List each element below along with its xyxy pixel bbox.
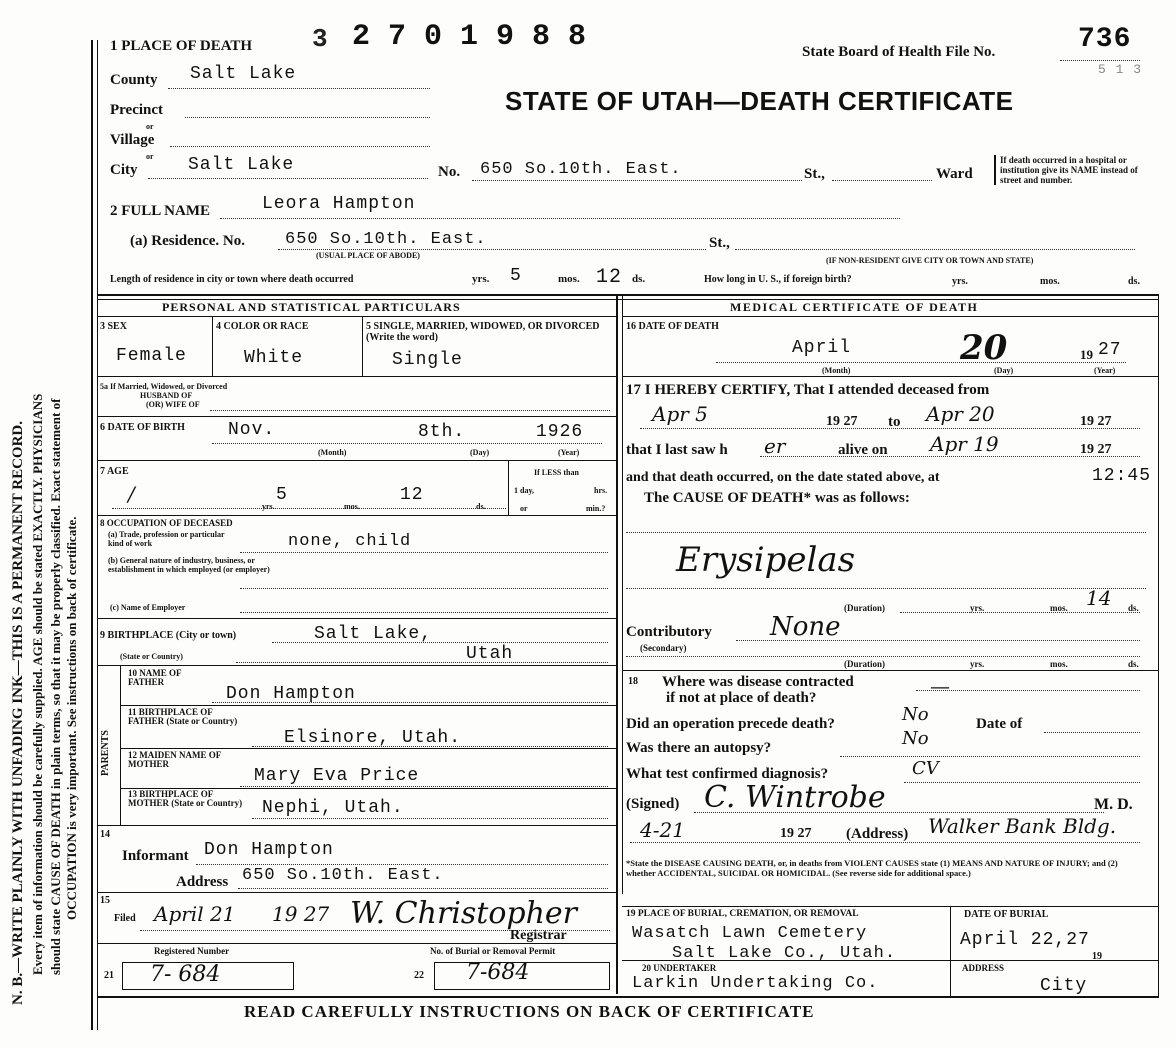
- last-saw-label: that I last saw h: [626, 442, 728, 458]
- test-label: What test confirmed diagnosis?: [626, 766, 829, 782]
- where-line: [916, 690, 1140, 691]
- place-burial-value: Wasatch Lawn Cemetery: [632, 924, 868, 943]
- alive-on-label: alive on: [838, 442, 888, 458]
- age-hrs-label: hrs.: [594, 486, 608, 495]
- medical-rule-1: [622, 376, 1159, 377]
- registrar-signature: W. Christopher: [350, 896, 578, 931]
- occupation-a: (a) Trade, profession or particular kind of work: [108, 530, 225, 548]
- address2-label: ADDRESS: [962, 963, 1005, 973]
- occurred-label: and that death occurred, on the date stated above, at: [626, 470, 940, 485]
- row-rule-9: [97, 943, 616, 944]
- dob-label: 6 DATE OF BIRTH: [100, 422, 185, 433]
- full-name-value: Leora Hampton: [262, 194, 416, 214]
- file-no-value: 736: [1078, 24, 1132, 55]
- dod-month: April: [792, 338, 852, 358]
- test-line: [904, 782, 1140, 783]
- precinct-line: [185, 117, 430, 118]
- date-burial-label: DATE OF BURIAL: [964, 909, 1049, 920]
- bottom-rule: [97, 996, 1159, 998]
- spouse-label-1: 5a If Married, Widowed, or Divorced: [100, 382, 228, 391]
- us-yrs: yrs.: [952, 276, 968, 287]
- alive-on-year: 19 27: [1080, 442, 1112, 457]
- burial-divider: [950, 906, 951, 996]
- row-rule-6: [97, 665, 616, 666]
- ward-label: Ward: [936, 166, 973, 182]
- dob-day: 8th.: [418, 422, 466, 442]
- spouse-label-3: (OR) WIFE OF: [146, 400, 200, 409]
- st-after-line: [832, 180, 932, 181]
- dod-day-cap: (Day): [994, 366, 1014, 375]
- village-line: [170, 146, 430, 147]
- residence-mos: 12: [596, 266, 623, 289]
- burial-mid-rule: [622, 960, 1159, 961]
- father-bp-value: Elsinore, Utah.: [284, 728, 462, 748]
- dob-month: Nov.: [228, 420, 276, 440]
- residence-line: [278, 249, 706, 250]
- us-mos: mos.: [1040, 276, 1060, 287]
- stamp-prefix: 3: [312, 24, 329, 54]
- personal-heading-rule: [97, 316, 616, 317]
- dod-year: 27: [1098, 340, 1122, 360]
- age-less-divider: [508, 460, 509, 515]
- item-14: 14: [100, 829, 110, 840]
- mother-bp-line: [252, 818, 608, 819]
- mother-bp-label: 13 BIRTHPLACE OF MOTHER (State or Country): [128, 789, 243, 808]
- us-label: How long in U. S., if foreign birth?: [704, 274, 852, 285]
- dob-line: [212, 443, 602, 444]
- right-frame: [1158, 294, 1159, 996]
- stamp-number: 2701988: [352, 20, 605, 54]
- marital-value: Single: [392, 350, 463, 370]
- residence-yrs: 5: [510, 266, 522, 286]
- duration-ds: ds.: [1128, 603, 1139, 613]
- occupation-value: none, child: [288, 532, 412, 551]
- medical-heading: MEDICAL CERTIFICATE OF DEATH: [730, 300, 979, 314]
- column-divider: [616, 294, 618, 994]
- sex-label: 3 SEX: [100, 321, 127, 332]
- mos-label: mos.: [558, 273, 580, 285]
- duration2-label: (Duration): [844, 659, 885, 669]
- dob-month-cap: (Month): [318, 448, 347, 457]
- certificate-title: STATE OF UTAH—DEATH CERTIFICATE: [505, 86, 1014, 116]
- residence-st: St.,: [709, 235, 730, 251]
- footer-instructions: READ CAREFULLY INSTRUCTIONS ON BACK OF CERTIFICATE: [244, 1002, 815, 1021]
- dod-year-cap: (Year): [1094, 366, 1116, 375]
- mother-bp-value: Nephi, Utah.: [262, 798, 404, 818]
- informant-line: [196, 864, 608, 865]
- undertaker-label: 20 UNDERTAKER: [642, 963, 717, 973]
- item-18: 18: [628, 676, 638, 687]
- father-line: [212, 702, 608, 703]
- ds-label: ds.: [632, 273, 646, 285]
- color-divider: [362, 316, 363, 376]
- contributory-label: Contributory: [626, 624, 712, 640]
- place-of-death-label: 1 PLACE OF DEATH: [110, 38, 253, 54]
- filed-label: Filed: [114, 913, 136, 924]
- undertaker-value: Larkin Undertaking Co.: [632, 974, 879, 993]
- signed-line: [694, 812, 1104, 813]
- time-value: 12:45: [1092, 466, 1152, 486]
- file-no-sub: 5 1 3: [1098, 62, 1143, 77]
- column-divider-2: [622, 294, 623, 894]
- age-mos: 5: [276, 485, 288, 505]
- attended-from-year: 19 27: [826, 414, 858, 429]
- duration2-ds: ds.: [1128, 659, 1139, 669]
- cause-line-1: [626, 532, 1146, 533]
- address2-value: City: [1040, 976, 1088, 996]
- father-label: 10 NAME OF FATHER: [128, 668, 182, 687]
- parents-divider: [120, 665, 121, 825]
- mother-value: Mary Eva Price: [254, 766, 420, 786]
- signed-date: 4-21: [640, 818, 685, 842]
- attended-to: Apr 20: [926, 402, 995, 426]
- age-ds: 12: [400, 485, 424, 505]
- certify-label: 17 I HEREBY CERTIFY, That I attended deceased from: [626, 382, 990, 398]
- residence-label: (a) Residence. No.: [130, 233, 245, 249]
- medical-rule-2: [622, 670, 1159, 671]
- informant-address-value: 650 So.10th. East.: [242, 866, 444, 885]
- father-value: Don Hampton: [226, 684, 356, 704]
- birthplace-state-label: (State or Country): [120, 652, 183, 661]
- sex-value: Female: [116, 346, 187, 366]
- yrs-label: yrs.: [472, 273, 490, 285]
- signed-value: C. Wintrobe: [704, 780, 886, 815]
- where-label-2: if not at place of death?: [666, 690, 817, 706]
- father-bp-line: [252, 746, 608, 747]
- dod-month-cap: (Month): [822, 366, 851, 375]
- attended-to-year: 19 27: [1080, 414, 1112, 429]
- usual-place-note: (USUAL PLACE OF ABODE): [316, 251, 420, 260]
- age-mos-label: mos.: [344, 502, 360, 511]
- secondary-label: (Secondary): [640, 643, 687, 653]
- last-saw-value: er: [764, 434, 786, 458]
- attended-from: Apr 5: [652, 402, 708, 426]
- age-label: 7 AGE: [100, 466, 129, 477]
- full-name-line: [220, 218, 900, 219]
- city-line: [148, 178, 428, 179]
- dod-day: 20: [960, 328, 1008, 368]
- informant-address-line: [238, 888, 608, 889]
- row-rule-7: [97, 825, 616, 826]
- md-label: M. D.: [1094, 796, 1133, 813]
- file-no-label: State Board of Health File No.: [802, 44, 996, 60]
- outer-frame-left-inner: [97, 40, 98, 1030]
- row-rule-8: [97, 892, 616, 893]
- ward-note: If death occurred in a hospital or institution give its NAME instead of street and number.: [994, 155, 1150, 185]
- county-label: County: [110, 72, 158, 88]
- full-name-label: 2 FULL NAME: [110, 203, 211, 219]
- birthplace-label: 9 BIRTHPLACE (City or town): [100, 630, 237, 641]
- autopsy-value: No: [902, 728, 929, 749]
- dob-day-cap: (Day): [470, 448, 490, 457]
- duration2-yrs: yrs.: [970, 659, 985, 669]
- city-label: City: [110, 162, 138, 178]
- length-residence-label: Length of residence in city or town where death occurred: [110, 274, 354, 285]
- date-of-label: Date of: [976, 716, 1023, 732]
- medical-heading-rule: [622, 316, 1159, 317]
- burial-item: 22: [414, 970, 424, 981]
- side-instruction-3: should state CAUSE OF DEATH in plain terms, so that it may be properly classified. Exact statement of: [48, 398, 63, 975]
- item-15: 15: [100, 895, 110, 906]
- age-yrs-label: yrs.: [262, 502, 275, 511]
- where-label: Where was disease contracted: [662, 674, 854, 690]
- birthplace-line: [272, 642, 608, 643]
- duration-line: [900, 612, 1140, 613]
- city-value: Salt Lake: [188, 155, 295, 175]
- outer-frame-left: [91, 40, 93, 1030]
- age-or-label: or: [520, 504, 528, 513]
- duration-value: 14: [1086, 586, 1112, 610]
- address-line: [630, 842, 1140, 843]
- date-burial-year: 19: [1092, 951, 1102, 962]
- personal-heading: PERSONAL AND STATISTICAL PARTICULARS: [162, 300, 461, 314]
- autopsy-line: [840, 756, 1140, 757]
- residence-st-line: [735, 249, 1135, 250]
- us-ds: ds.: [1128, 276, 1140, 287]
- street-no-value: 650 So.10th. East.: [480, 160, 682, 179]
- medical-rule-3: [622, 906, 1159, 907]
- secondary-line: [626, 656, 1140, 657]
- row-rule-1: [97, 376, 616, 377]
- father-bp-label: 11 BIRTHPLACE OF FATHER (State or Country): [128, 707, 238, 726]
- cause-value: Erysipelas: [676, 540, 856, 580]
- marital-label: 5 SINGLE, MARRIED, WIDOWED, OR DIVORCED (Write the word): [366, 321, 600, 343]
- date-of-line: [1044, 732, 1140, 733]
- residence-value: 650 So.10th. East.: [285, 230, 487, 249]
- cause-label: The CAUSE OF DEATH* was as follows:: [644, 490, 910, 506]
- duration-mos: mos.: [1050, 603, 1068, 613]
- side-instruction-1: N. B.—WRITE PLAINLY WITH UNFADING INK—THIS IS A PERMANENT RECORD.: [10, 421, 26, 1005]
- registrar-label: Registrar: [510, 928, 567, 943]
- sex-divider: [212, 316, 213, 376]
- village-label: Village: [110, 132, 155, 148]
- reg-number-value: 7- 684: [150, 962, 221, 987]
- parents-label: PARENTS: [100, 730, 111, 776]
- occupation-c: (c) Name of Employer: [110, 603, 186, 612]
- birthplace-state-line: [236, 662, 608, 663]
- birthplace-city: Salt Lake,: [314, 624, 433, 644]
- occupation-line: [240, 552, 608, 553]
- side-instruction-4: OCCUPATION is very important. See instructions on back of certificate.: [64, 516, 79, 920]
- autopsy-label: Was there an autopsy?: [626, 740, 772, 756]
- county-value: Salt Lake: [190, 64, 297, 84]
- section-top-rule: [97, 294, 1159, 296]
- row-rule-4: [97, 515, 616, 516]
- mother-line: [240, 786, 608, 787]
- age-ds-label: ds.: [476, 502, 486, 511]
- filed-year: 19 27: [272, 902, 330, 926]
- test-value: CV: [912, 758, 939, 779]
- contributory-line: [736, 640, 1140, 641]
- street-no-label: No.: [438, 164, 461, 180]
- burial-permit-value: 7-684: [466, 960, 530, 985]
- alive-on-value: Apr 19: [930, 432, 999, 456]
- age-day-label: 1 day,: [514, 486, 535, 495]
- date-burial-value: April 22,27: [960, 930, 1090, 950]
- informant-address-label: Address: [176, 874, 229, 890]
- dod-line: [716, 362, 1126, 363]
- contributory-value: None: [770, 612, 841, 642]
- occupation-b: (b) General nature of industry, business, or establishment in which employed (or employer): [108, 556, 270, 574]
- filed-value: April 21: [154, 902, 236, 926]
- informant-value: Don Hampton: [204, 840, 334, 860]
- spouse-line: [210, 410, 610, 411]
- or-1: or: [146, 122, 154, 131]
- duration2-mos: mos.: [1050, 659, 1068, 669]
- address-label: (Address): [846, 826, 909, 842]
- dod-year-prefix: 19: [1080, 347, 1093, 362]
- occupation-b-line: [240, 588, 608, 589]
- spouse-label-2: HUSBAND OF: [140, 391, 193, 400]
- dod-label: 16 DATE OF DEATH: [626, 321, 719, 332]
- color-label: 4 COLOR OR RACE: [216, 321, 309, 332]
- parents-rule-1: [120, 705, 616, 706]
- color-value: White: [244, 348, 304, 368]
- age-less-label: If LESS than: [534, 468, 579, 477]
- occupation-c-line: [240, 612, 608, 613]
- alive-line: [760, 456, 1140, 457]
- st-label: St.,: [804, 166, 825, 182]
- row-rule-2: [97, 416, 616, 417]
- to-label: to: [888, 414, 901, 430]
- file-no-line: [1060, 60, 1140, 61]
- attended-line: [640, 428, 1140, 429]
- occupation-label: 8 OCCUPATION OF DECEASED: [100, 518, 233, 528]
- footnote: *State the DISEASE CAUSING DEATH, or, in deaths from VIOLENT CAUSES state (1) MEANS AND NATURE OF INJURY; and (2) whether ACCIDENTAL, SUICIDAL OR HOMICIDAL. (See reverse side for additional space.): [626, 858, 1118, 878]
- dob-year-cap: (Year): [558, 448, 580, 457]
- operation-label: Did an operation precede death?: [626, 716, 835, 732]
- cause-line-2: [626, 588, 1146, 589]
- county-line: [168, 88, 430, 89]
- informant-label: Informant: [122, 848, 189, 864]
- where-dash: —: [930, 674, 950, 698]
- row-rule-5: [97, 618, 616, 619]
- street-line: [472, 180, 802, 181]
- birthplace-state: Utah: [466, 644, 514, 664]
- side-instruction-2: Every item of information should be carefully supplied. AGE should be stated EXACTLY. PHYSICIANS: [30, 393, 45, 975]
- age-min-label: min.?: [586, 504, 606, 513]
- signed-year: 19 27: [780, 826, 812, 841]
- signed-label: (Signed): [626, 796, 680, 812]
- precinct-label: Precinct: [110, 102, 164, 118]
- duration-label: (Duration): [844, 603, 885, 613]
- operation-value: No: [902, 704, 929, 725]
- burial-permit-label: No. of Burial or Removal Permit: [430, 946, 556, 956]
- reg-item: 21: [104, 970, 114, 981]
- age-line: [112, 508, 506, 509]
- mother-label: 12 MAIDEN NAME OF MOTHER: [128, 750, 221, 769]
- or-2: or: [146, 152, 154, 161]
- place-burial-value-2: Salt Lake Co., Utah.: [672, 944, 897, 963]
- reg-number-label: Registered Number: [154, 946, 230, 956]
- row-rule-3: [97, 460, 616, 461]
- dob-year: 1926: [536, 422, 584, 442]
- age-yrs: /: [128, 482, 135, 506]
- non-resident-note: (IF NON-RESIDENT GIVE CITY OR TOWN AND STATE): [826, 256, 1034, 265]
- place-burial-label: 19 PLACE OF BURIAL, CREMATION, OR REMOVAL: [626, 909, 859, 919]
- address-value: Walker Bank Bldg.: [928, 814, 1117, 838]
- parents-rule-2: [120, 748, 616, 749]
- duration-yrs: yrs.: [970, 603, 985, 613]
